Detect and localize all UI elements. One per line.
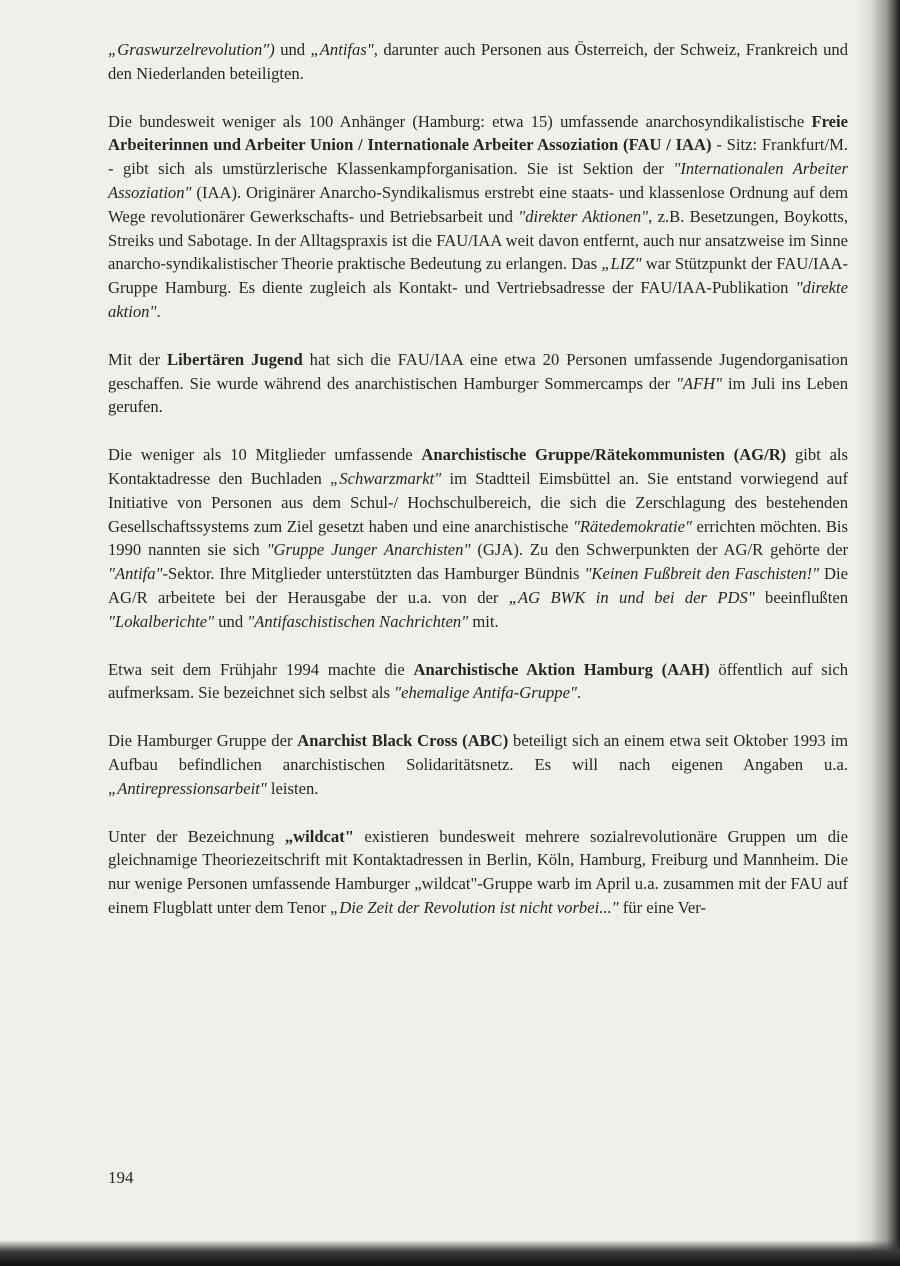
text-run: Die Hamburger Gruppe der (108, 731, 298, 751)
text-run: -Sektor. Ihre Mitglieder unterstützten das Hamburger Bündnis (162, 564, 585, 584)
italic-quote: "Keinen Fußbreit den Faschisten!" (584, 564, 820, 584)
text-run: war Stützpunkt der FAU/IAA-Gruppe Hamburg. Es diente zugleich als Kontakt- und Vertriebsadresse der FAU/IAA-Publikation (108, 254, 848, 298)
italic-quote: „AG BWK in und bei der PDS" (508, 587, 755, 607)
text-run: und (274, 40, 311, 59)
italic-quote: "Lokalberichte" (108, 611, 215, 631)
text-run: gibt als Kontaktadresse den Buchladen (108, 445, 849, 488)
page-body (108, 38, 848, 944)
italic-quote: "direkte aktion" (108, 278, 848, 321)
text-run: im Stadtteil Eimsbüttel an. Sie entstand vorwiegend auf Initiative von Personen aus dem Schul-/ Hochschulbereich, die sich die Zerschlagung des bestehenden Gesellschaftssystems zum Ziel gesetzt haben und eine anarchistische (108, 468, 848, 536)
text-run: errichten möchten. Bis 1990 nannten sie sich (108, 516, 848, 560)
text-run: Die weniger als 10 Mitglieder umfassende (108, 445, 422, 465)
italic-quote: „Schwarzmarkt" (330, 468, 442, 488)
italic-quote: „LIZ" (601, 254, 642, 274)
bold-term: Libertären Jugend (167, 349, 303, 369)
text-run: , darunter auch Personen aus Österreich, der Schweiz, Frankreich und den Niederlanden beteiligten. (108, 40, 849, 83)
bold-term: Freie Arbeiterinnen und Arbeiter Union / Internationale Arbeiter Assoziation (FAU / IAA) (108, 111, 848, 155)
text-run: Mit der (108, 349, 168, 369)
text-run: . (576, 683, 582, 703)
scan-bottom-border (0, 1240, 900, 1266)
italic-quote: „Antirepressionsarbeit" (108, 778, 267, 798)
text-run: Die AG/R arbeitete bei der Herausgabe der u.a. von der (108, 564, 849, 607)
paragraph-1 (108, 38, 848, 86)
text-run: öffentlich auf sich aufmerksam. Sie bezeichnet sich selbst als (108, 659, 848, 703)
italic-quote: „Graswurzelrevolution") (108, 40, 275, 59)
italic-quote: "AFH" (675, 373, 723, 393)
bold-term: Anarchistische Aktion Hamburg (AAH) (413, 659, 710, 679)
italic-quote: "ehemalige Antifa-Gruppe" (394, 683, 577, 703)
italic-quote: "direkter Aktionen" (518, 206, 649, 226)
text-run: (GJA). Zu den Schwerpunkten der AG/R gehörte der (470, 540, 848, 560)
page-number: 194 (108, 1168, 134, 1187)
italic-quote: "Gruppe Junger Anarchisten" (266, 540, 471, 560)
text-run: im Juli ins Leben gerufen. (108, 373, 848, 417)
text-run: - Sitz: Frankfurt/M. - gibt sich als umstürzlerische Klassenkampforganisation. Sie ist Sektion der (108, 135, 849, 179)
paragraph-6 (108, 729, 848, 800)
page-edge-shadow (854, 0, 900, 1266)
text-run: , z.B. Besetzungen, Boykotts, Streiks und Sabotage. In der Alltagspraxis ist die FAU/IAA weit davon entfernt, auch nur ansatzweise im Sinne anarcho-syndikalistischer Theorie praktische Bedeutung zu erlangen. Das (108, 206, 849, 274)
bold-term: Anarchistische Gruppe/Rätekommunisten (AG/R) (421, 445, 787, 465)
bold-term: „wildcat" (284, 826, 354, 846)
italic-quote: "Antifaschistischen Nachrichten" (247, 611, 469, 631)
text-run: Die bundesweit weniger als 100 Anhänger (Hamburg: etwa 15) umfassende anarchosyndikalistische (108, 111, 812, 131)
paragraph-5 (108, 658, 848, 706)
paragraph-2 (108, 110, 848, 324)
text-run: existieren bundesweit mehrere sozialrevolutionäre Gruppen um die gleichnamige Theoriezeitschrift mit Kontaktadressen in Berlin, Köln, Hamburg, Freiburg und Mannheim. Die nur wenige Personen umfassende Hamburger „wildcat"-Gruppe warb im April u.a. zusammen mit der FAU auf einem Flugblatt unter dem Tenor (108, 826, 848, 917)
text-run: für eine Ver- (618, 897, 706, 917)
italic-quote: „Die Zeit der Revolution ist nicht vorbei..." (330, 897, 619, 917)
italic-quote: "Internationalen Arbeiter Assoziation" (108, 159, 848, 202)
italic-quote: "Antifa" (108, 564, 163, 584)
text-run: Etwa seit dem Frühjahr 1994 machte die (108, 659, 414, 679)
text-run: beteiligt sich an einem etwa seit Oktober 1993 im Aufbau befindlichen anarchistischen Solidaritätsnetz. Es will nach eigenen Angaben u.a. (108, 731, 848, 774)
paragraph-3 (108, 348, 848, 419)
text-run: hat sich die FAU/IAA eine etwa 20 Personen umfassende Jugendorganisation geschaffen. Sie wurde während des anarchistischen Hamburger Sommercamps der (108, 349, 848, 393)
text-run: Unter der Bezeichnung (108, 826, 285, 846)
bold-term: Anarchist Black Cross (ABC) (297, 731, 509, 751)
paragraph-7 (108, 825, 848, 920)
text-run: leisten. (266, 778, 319, 798)
text-run: (IAA). Originärer Anarcho-Syndikalismus erstrebt eine staats- und klassenlose Ordnung auf dem Wege revolutionärer Gewerkschafts- und Betriebsarbeit und (108, 182, 848, 226)
italic-quote: „Antifas" (310, 40, 374, 59)
italic-quote: "Rätedemokratie" (572, 516, 692, 536)
text-run: und (214, 611, 248, 631)
text-run: beeinflußten (754, 587, 848, 607)
text-run: . (156, 301, 161, 321)
text-run: mit. (468, 611, 499, 631)
paragraph-4 (108, 443, 848, 633)
